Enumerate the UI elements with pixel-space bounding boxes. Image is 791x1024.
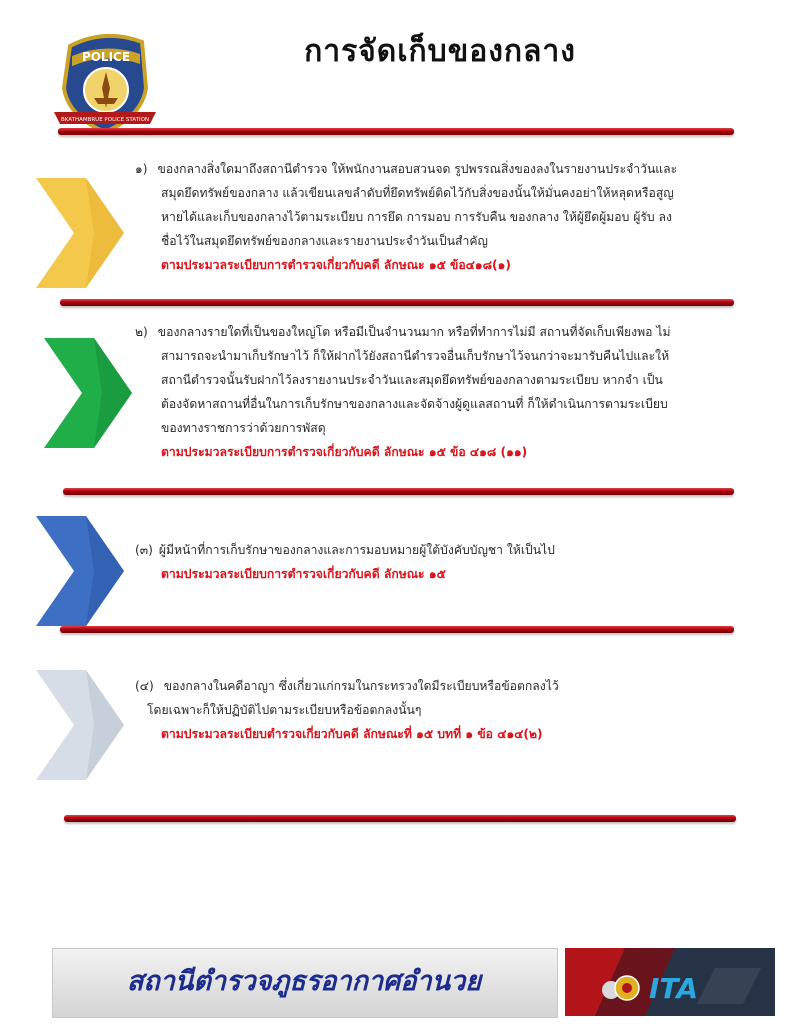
item-line: โดยเฉพาะก็ให้ปฏิบัติไปตามระเบียบหรือข้อตกลงนั้นๆ [147,703,422,717]
regulation-reference: ตามประมวลระเบียบการตำรวจเกี่ยวกับคดี ลักษณะ ๑๕ ข้อ๔๑๘(๑) [161,258,511,272]
item-number: (๓) [135,543,153,557]
chevron-icon [34,516,126,626]
page-title: การจัดเก็บของกลาง [304,34,576,69]
item-line: ผู้มีหน้าที่การเก็บรักษาของกลางและการมอบหมายผู้ใต้บังคับบัญชา ให้เป็นไป [158,543,555,557]
item-line: ของกลางสิ่งใดมาถึงสถานีตำรวจ ให้พนักงานสอบสวนจด รูปพรรณสิ่งของลงในรายงานประจำวันและ [157,162,678,176]
chevron-icon [34,670,126,780]
item-line: ของกลางรายใดที่เป็นของใหญ่โต หรือมีเป็นจำนวนมาก หรือที่ทำการไม่มี สถานที่จัดเก็บเพียงพอ ไม่ [157,325,671,339]
item-line: สถานีตำรวจนั้นรับฝากไว้ลงรายงานประจำวันและสมุดยึดทรัพย์ของกลางตามระเบียบ หากจำ เป็น [161,373,663,387]
divider [64,815,736,822]
item-line: ชื่อไว้ในสมุดยึดทรัพย์ของกลางและรายงานประจำวันเป็นสำคัญ [161,234,488,248]
divider [60,626,734,633]
item-line: ของกลางในคดีอาญา ซึ่งเกี่ยวแก่กรมในกระทรวงใดมีระเบียบหรือข้อตกลงไว้ [163,679,559,693]
item-line: หายได้และเก็บของกลางไว้ตามระเบียบ การยึด การมอบ การรับคืน ของกลาง ให้ผู้ยึดผู้มอบ ผู้รับ ลง [161,210,672,224]
item-2 [135,320,715,464]
item-number: ๒) [135,325,148,339]
item-number: (๔) [135,679,154,693]
police-badge-logo [50,28,160,138]
item-4 [135,674,715,746]
svg-text:BKATHAMBRUE POLICE STATION: BKATHAMBRUE POLICE STATION [60,117,150,123]
item-line: สามารถจะนำมาเก็บรักษาไว้ ก็ให้ฝากไว้ยังสถานีตำรวจอื่นเก็บรักษาไว้จนกว่าจะมารับคืนไปและให้ [161,349,670,363]
divider [63,488,734,495]
item-number: ๑) [135,162,148,176]
station-name: สถานีตำรวจภูธรอากาศอำนวย [126,966,482,997]
divider [60,299,734,306]
regulation-reference: ตามประมวลระเบียบการตำรวจเกี่ยวกับคดี ลักษณะ ๑๕ [161,567,446,581]
divider [58,128,734,135]
item-line: ของทางราชการว่าด้วยการพัสดุ [161,421,326,435]
chevron-icon [34,178,126,288]
item-3 [135,538,715,586]
item-1 [135,157,715,277]
chevron-icon [42,338,134,448]
ita-logo-text: ITA [649,972,699,1005]
regulation-reference: ตามประมวลระเบียบตำรวจเกี่ยวกับคดี ลักษณะที่ ๑๕ บทที่ ๑ ข้อ ๔๑๔(๒) [161,727,543,741]
regulation-reference: ตามประมวลระเบียบการตำรวจเกี่ยวกับคดี ลักษณะ ๑๕ ข้อ ๔๑๘ (๑๑) [161,445,528,459]
ita-banner [565,948,775,1016]
item-line: สมุดยึดทรัพย์ของกลาง แล้วเขียนเลขลำดับที่ยึดทรัพย์ติดไว้กับสิ่งของนั้นให้มั่นคงอย่าให้หลุดหรือสูญ [161,186,674,200]
item-line: ต้องจัดหาสถานที่อื่นในการเก็บรักษาของกลางและจัดจ้างผู้ดูแลสถานที่ ก็ให้ดำเนินการตามระเบียบ [161,397,668,411]
svg-text:POLICE: POLICE [81,50,131,64]
